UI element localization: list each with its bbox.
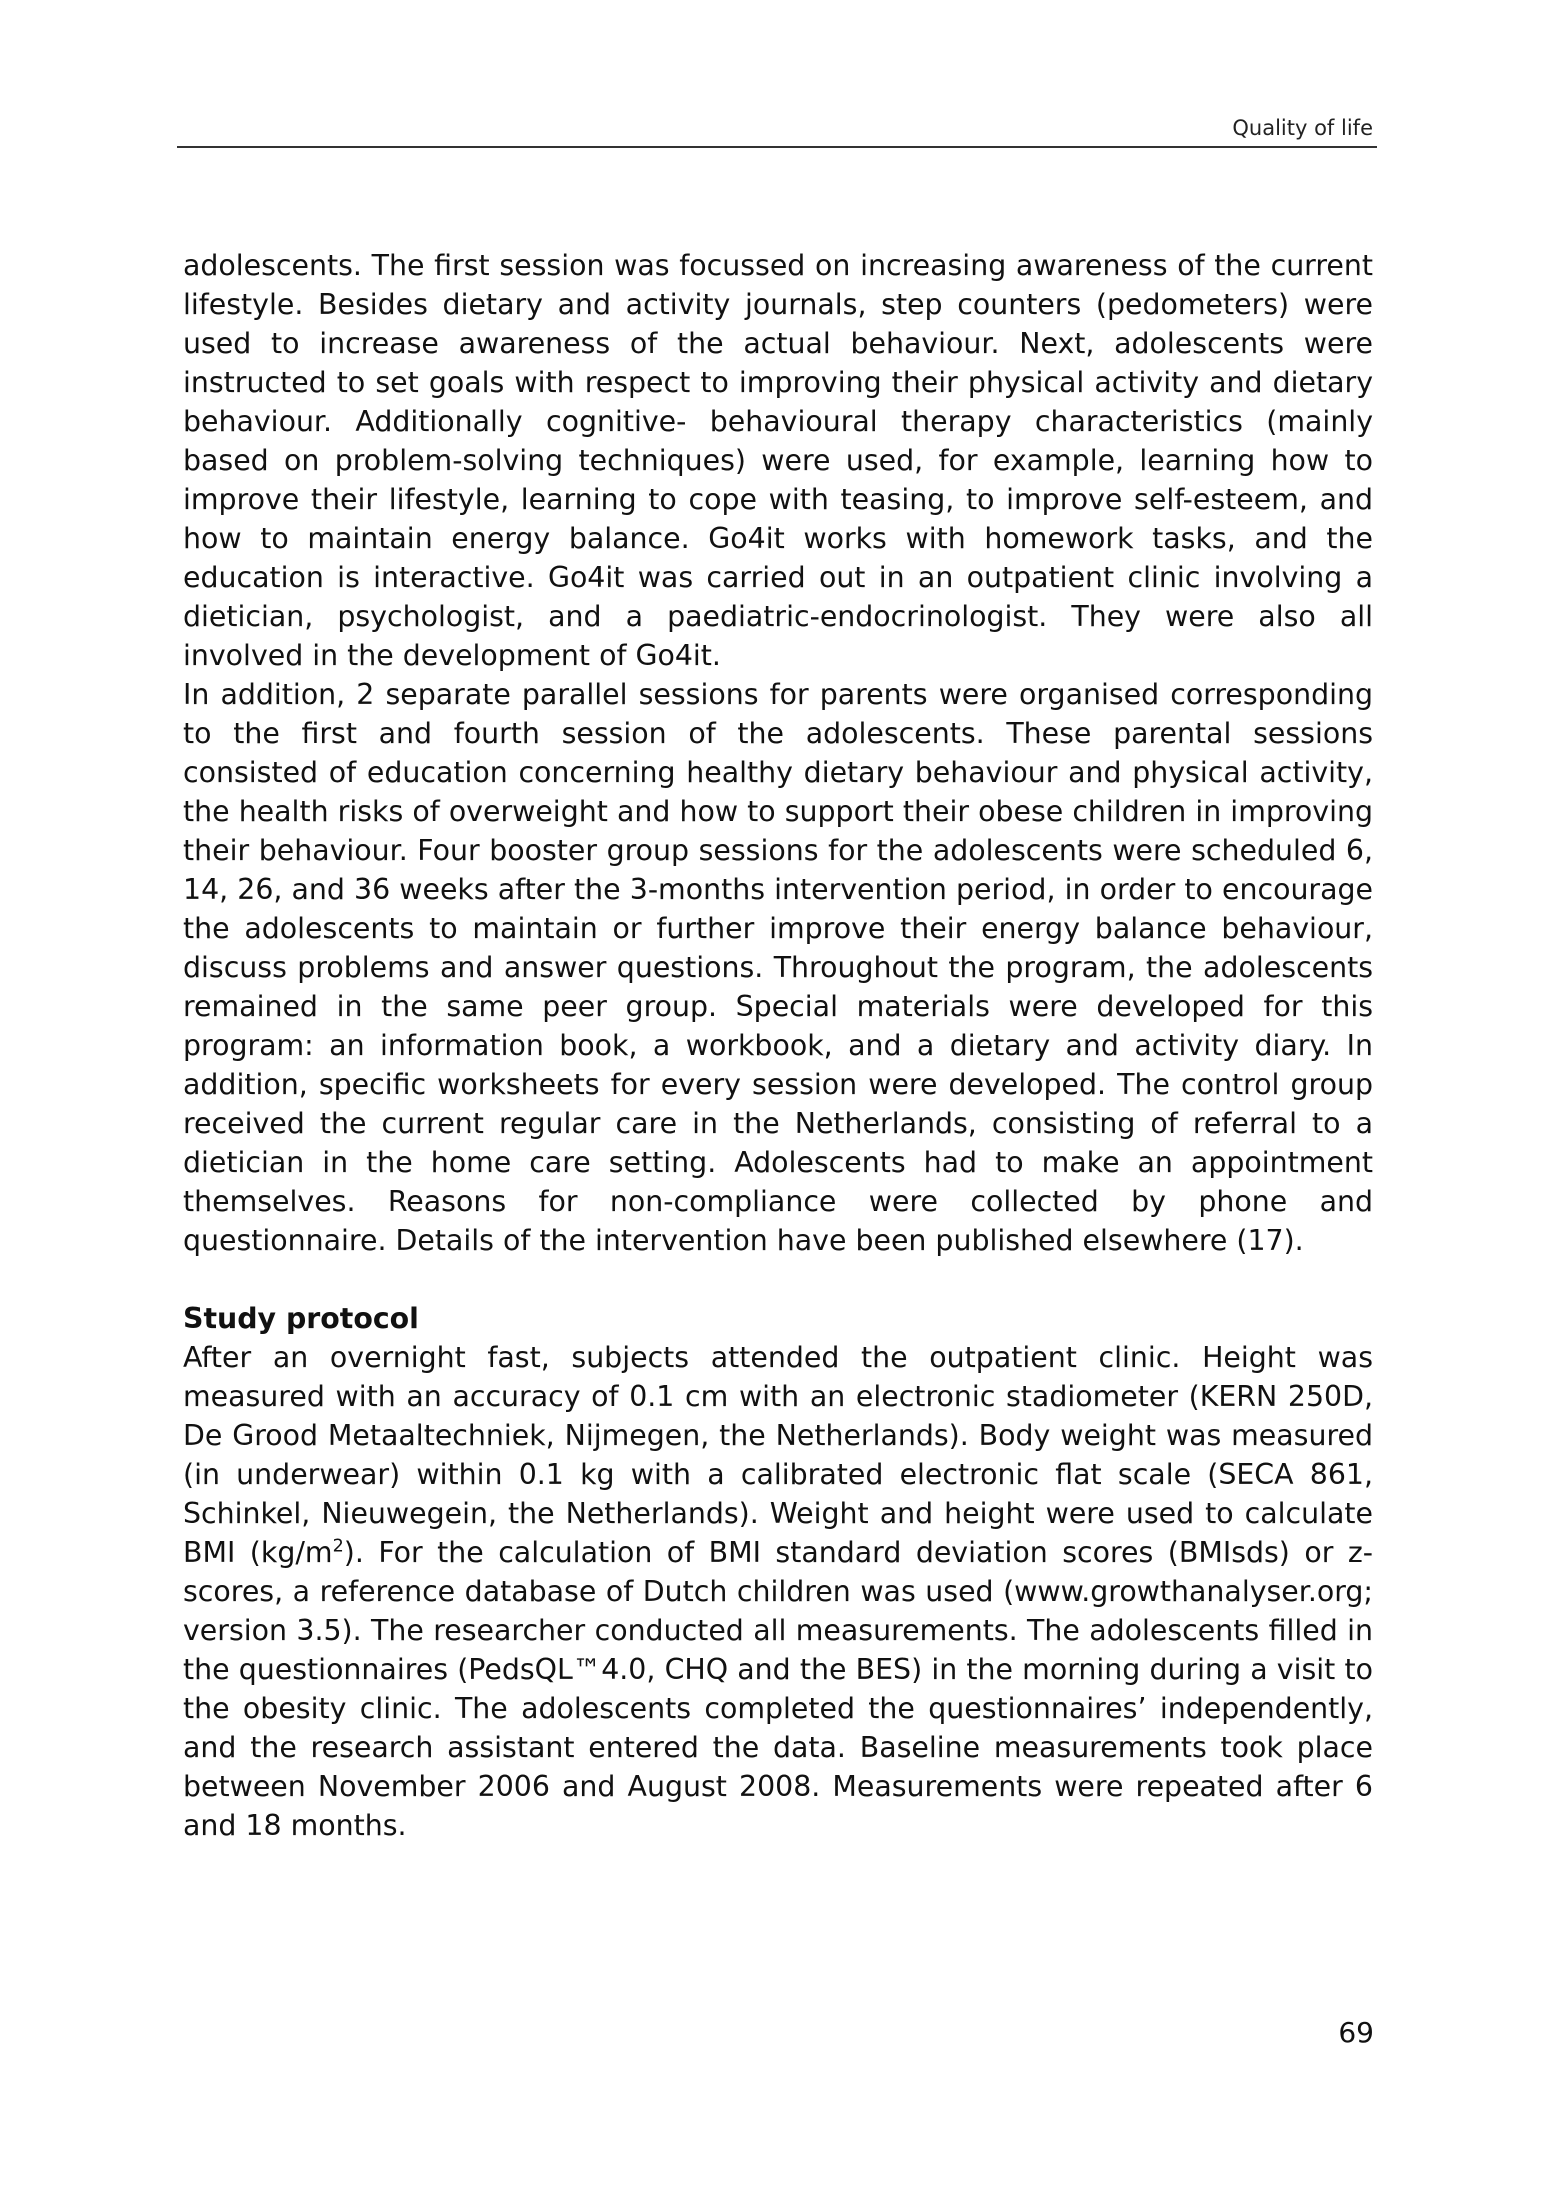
running-header — [177, 112, 1377, 148]
study-protocol-text-part1: After an overnight fast, subjects attended the outpatient clinic. Height was measured with an accuracy of 0.1 cm with an electronic stadiometer (KERN 250D, De Grood Metaaltechniek, Nijmegen, the Netherlands). Body weight was measured (in underwear) within 0.1 kg with a calibrated electronic flat scale (SECA 861, Schinkel, Nieuwegein, the Netherlands). Weight and height were used to calculate BMI (kg/m — [183, 1341, 1373, 1569]
main-text — [183, 246, 1373, 1845]
section-heading-study-protocol: Study protocol — [183, 1302, 419, 1335]
paragraph-spacer — [183, 1260, 1373, 1299]
paragraph-study-protocol — [183, 1338, 1373, 1845]
paragraph-go4it-sessions: adolescents. The first session was focussed on increasing awareness of the current lifestyle. Besides dietary and activity journals, step counters (pedometers) were used to increase awareness of the actual behaviour. Next, adolescents were instructed to set goals with respect to improving their physical activity and dietary behaviour. Additionally cognitive- behavioural therapy characteristics (mainly based on problem-solving techniques) were used, for example, learning how to improve their lifestyle, learning to cope with teasing, to improve self-esteem, and how to maintain energy balance. Go4it works with homework tasks, and the education is interactive. Go4it was carried out in an outpatient clinic involving a dietician, psychologist, and a paediatric-endocrinologist. They were also all involved in the development of Go4it. — [183, 249, 1373, 672]
superscript-squared: 2 — [332, 1536, 344, 1557]
header-title: Quality of life — [1232, 116, 1373, 140]
page-number: 69 — [1338, 2016, 1374, 2049]
paragraph-parent-sessions: In addition, 2 separate parallel sessions for parents were organised corresponding to the first and fourth session of the adolescents. These parental sessions consisted of education concerning healthy dietary behaviour and physical activity, the health risks of overweight and how to support their obese children in improving their behaviour. Four booster group sessions for the adolescents were scheduled 6, 14, 26, and 36 weeks after the 3-months intervention period, in order to encourage the adolescents to maintain or further improve their energy balance behaviour, discuss problems and answer questions. Throughout the program, the adolescents remained in the same peer group. Special materials were developed for this program: an information book, a workbook, and a dietary and activity diary. In addition, specific worksheets for every session were developed. The control group received the current regular care in the Netherlands, consisting of referral to a dietician in the home care setting. Adolescents had to make an appointment themselves. Reasons for non-compliance were collected by phone and questionnaire. Details of the intervention have been published elsewhere (17). — [183, 678, 1373, 1257]
study-protocol-text-part2: ). For the calculation of BMI standard deviation scores (BMIsds) or z-scores, a reference database of Dutch children was used (www.growthanalyser.org; version 3.5). The researcher conducted all measurements. The adolescents filled in the questionnaires (PedsQL™4.0, CHQ and the BES) in the morning during a visit to the obesity clinic. The adolescents completed the questionnaires’ independently, and the research assistant entered the data. Baseline measurements took place between November 2006 and August 2008. Measurements were repeated after 6 and 18 months. — [183, 1536, 1373, 1842]
